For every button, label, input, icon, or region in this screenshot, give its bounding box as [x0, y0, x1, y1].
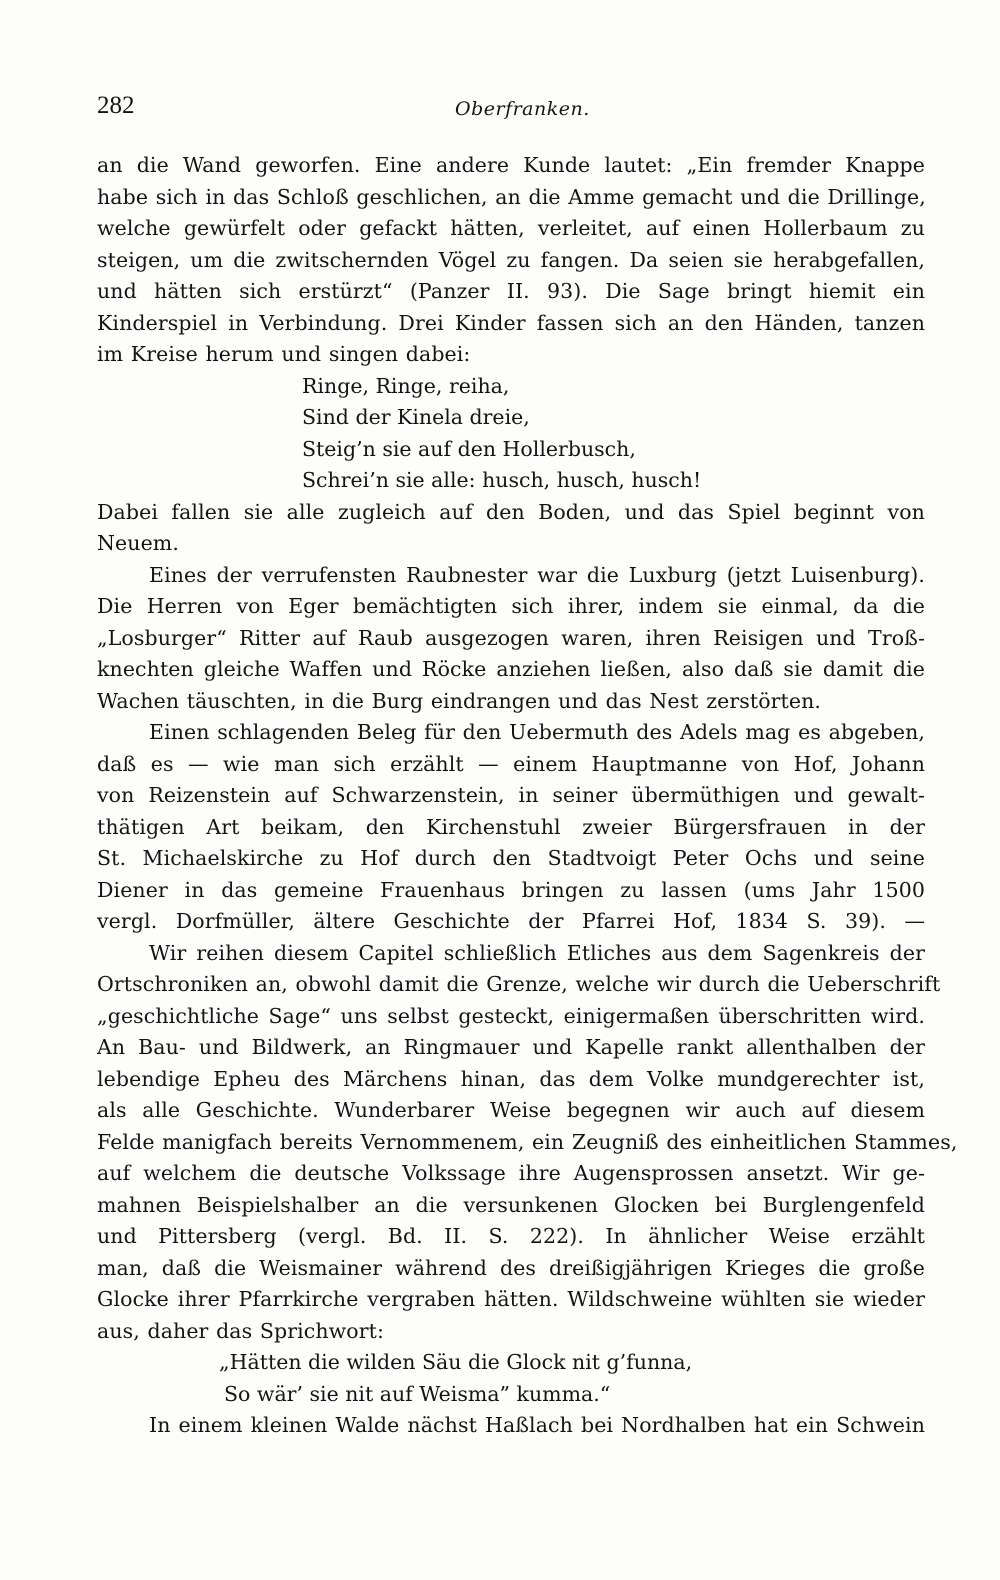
text-line: St. Michaelskirche zu Hof durch den Stadtvoigt Peter Ochs und seine: [97, 846, 925, 870]
verse-line: So wär’ sie nit auf Weisma” kumma.“: [224, 1381, 611, 1406]
text-line: „geschichtliche Sage“ uns selbst gesteckt, einigermaßen überschritten wird.: [97, 1003, 925, 1028]
text-line: aus, daher das Sprichwort:: [97, 1318, 384, 1343]
body-text: [97, 150, 958, 1442]
text-line: auf welchem die deutsche Volkssage ihre Augensprossen ansetzt. Wir ge-: [97, 1161, 925, 1185]
text-line: mahnen Beispielshalber an die versunkenen Glocken bei Burglengenfeld: [97, 1192, 925, 1217]
text-line: und Pittersberg (vergl. Bd. II. S. 222). In ähnlicher Weise erzählt: [97, 1224, 925, 1248]
text-line: Einen schlagenden Beleg für den Uebermuth des Adels mag es abgeben,: [149, 720, 925, 744]
verse-line: Sind der Kinela dreie,: [302, 405, 530, 429]
text-line: Dabei fallen sie alle zugleich auf den Boden, und das Spiel beginnt von: [97, 499, 925, 524]
text-line: Die Herren von Eger bemächtigten sich ihrer, indem sie einmal, da die: [97, 594, 925, 618]
running-head: Oberfranken.: [455, 98, 590, 120]
text-line: Wir reihen diesem Capitel schließlich Etliches aus dem Sagenkreis der: [149, 940, 925, 965]
text-line: lebendige Epheu des Märchens hinan, das dem Volke mundgerechter ist,: [97, 1066, 925, 1091]
text-line: als alle Geschichte. Wunderbarer Weise begegnen wir auch auf diesem: [97, 1098, 925, 1122]
verse-line: „Hätten die wilden Säu die Glock nit g’funna,: [219, 1350, 693, 1374]
text-line: an die Wand geworfen. Eine andere Kunde lautet: „Ein fremder Knappe: [97, 153, 925, 177]
text-line: Kinderspiel in Verbindung. Drei Kinder fassen sich an den Händen, tanzen: [97, 310, 925, 335]
text-line: steigen, um die zwitschernden Vögel zu fangen. Da seien sie herabgefallen,: [97, 247, 925, 272]
text-line: Wachen täuschten, in die Burg eindrangen und das Nest zerstörten.: [97, 688, 822, 713]
text-line: Glocke ihrer Pfarrkirche vergraben hätten. Wildschweine wühlten sie wieder: [97, 1287, 925, 1311]
text-line: „Losburger“ Ritter auf Raub ausgezogen waren, ihren Reisigen und Troß-: [97, 625, 925, 650]
text-line: Ortschroniken an, obwohl damit die Grenze, welche wir durch die Ueberschrift: [97, 972, 941, 996]
text-line: thätigen Art beikam, den Kirchenstuhl zweier Bürgersfrauen in der: [97, 814, 925, 839]
text-line: In einem kleinen Walde nächst Haßlach bei Nordhalben hat ein Schwein: [149, 1413, 925, 1437]
verse-line: Ringe, Ringe, reiha,: [302, 373, 510, 398]
verse-line: Steig’n sie auf den Hollerbusch,: [302, 436, 636, 461]
text-line: von Reizenstein auf Schwarzenstein, in seiner übermüthigen und gewalt-: [97, 783, 925, 807]
verse-line: Schrei’n sie alle: husch, husch, husch!: [302, 468, 702, 492]
text-line: im Kreise herum und singen dabei:: [97, 342, 471, 366]
verse-block: [97, 371, 925, 497]
page-header: [97, 92, 925, 126]
page-number: 282: [97, 92, 135, 119]
text-line: An Bau- und Bildwerk, an Ringmauer und Kapelle rankt allenthalben der: [97, 1035, 925, 1059]
text-line: Neuem.: [97, 531, 179, 555]
text-line: daß es — wie man sich erzählt — einem Hauptmanne von Hof, Johann: [97, 751, 925, 776]
text-line: Eines der verrufensten Raubnester war die Luxburg (jetzt Luisenburg).: [149, 562, 925, 587]
text-line: vergl. Dorfmüller, ältere Geschichte der Pfarrei Hof, 1834 S. 39). —: [97, 909, 925, 933]
text-line: und hätten sich erstürzt“ (Panzer II. 93). Die Sage bringt hiemit ein: [97, 279, 925, 303]
text-line: man, daß die Weismainer während des dreißigjährigen Krieges die große: [97, 1255, 925, 1280]
text-line: habe sich in das Schloß geschlichen, an die Amme gemacht und die Drillinge,: [97, 184, 926, 209]
text-line: welche gewürfelt oder gefackt hätten, verleitet, auf einen Hollerbaum zu: [97, 216, 925, 240]
text-line: knechten gleiche Waffen und Röcke anziehen ließen, also daß sie damit die: [97, 657, 925, 681]
verse-block: [97, 1347, 925, 1410]
text-line: Diener in das gemeine Frauenhaus bringen zu lassen (ums Jahr 1500: [97, 877, 925, 902]
text-line: Felde manigfach bereits Vernommenem, ein Zeugniß des einheitlichen Stammes,: [97, 1129, 958, 1154]
